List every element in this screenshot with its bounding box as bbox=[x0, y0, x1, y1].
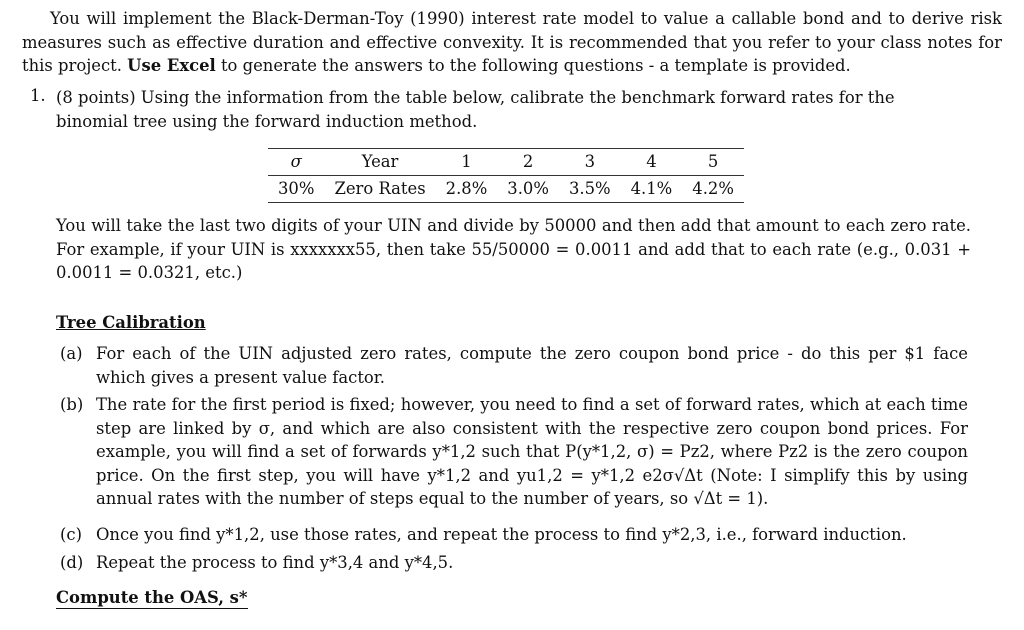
uin-instruction: You will take the last two digits of your UIN and divide by 50000 and then add that amount to each zero rate. For example, if your UIN is xxxxxxx55, then take 55/50000 = 0.0011 and add that to each rate (e.g., 0.031 + 0.0011 = 0.0321, etc.) bbox=[56, 216, 971, 282]
item-label: (a) bbox=[60, 344, 83, 363]
intro-paragraph bbox=[22, 7, 1002, 78]
item-label: (d) bbox=[60, 553, 84, 572]
table-cell: 30% bbox=[278, 179, 315, 198]
table-cell: 3 bbox=[559, 149, 621, 176]
item-c-text: Once you find y*1,2, use those rates, and repeat the process to find y*2,3, i.e., forward induction. bbox=[96, 525, 907, 544]
intro-bold: Use Excel bbox=[127, 56, 216, 75]
table-row bbox=[268, 176, 744, 203]
question-number: 1. bbox=[30, 86, 46, 105]
item-d-text: Repeat the process to find y*3,4 and y*4,5. bbox=[96, 553, 454, 572]
intro-text-1: You will implement the Black-Derman-Toy (1990) interest rate model to value a callable bond and to derive risk measures such as effective duration and effective convexity. It is recommended that you refer to your class notes for this project. bbox=[22, 9, 1002, 75]
table-cell: 3.5% bbox=[568, 179, 611, 198]
item-label: (c) bbox=[60, 525, 82, 544]
item-a-text: For each of the UIN adjusted zero rates, compute the zero coupon bond price - do this per $1 face which gives a present value factor. bbox=[96, 344, 968, 387]
table-cell: 4.1% bbox=[630, 179, 673, 198]
table-cell: Zero Rates bbox=[334, 179, 426, 198]
table-cell: Year bbox=[324, 149, 435, 176]
table-cell: 2 bbox=[497, 149, 559, 176]
item-label: (b) bbox=[60, 395, 84, 414]
table-cell: 4 bbox=[621, 149, 683, 176]
table-cell: σ bbox=[268, 149, 324, 176]
question-1-text: (8 points) Using the information from the table below, calibrate the benchmark forward rates for the binomial tree using the forward induction method. bbox=[56, 88, 895, 131]
table-cell: 5 bbox=[682, 149, 744, 176]
oas-heading: Compute the OAS, s* bbox=[56, 588, 248, 607]
table-cell: 4.2% bbox=[692, 179, 734, 198]
table-header-row bbox=[268, 149, 744, 176]
zero-rates-table bbox=[268, 148, 744, 203]
intro-text-2: to generate the answers to the following questions - a template is provided. bbox=[215, 56, 851, 75]
table-cell: 1 bbox=[436, 149, 498, 176]
tree-calibration-heading: Tree Calibration bbox=[56, 313, 206, 332]
table-cell: 2.8% bbox=[445, 179, 488, 198]
item-b-text: The rate for the first period is fixed; however, you need to find a set of forward rates, which at each time step are linked by σ, and which are also consistent with the respective zero coupon bond prices. For example, you will find a set of forwards y*1,2 such that P(y*1,2, σ) = Pz2, where Pz2 is the zero coupon price. On the first step, you will have y*1,2 and yu1,2 = y*1,2 e2σ√Δt (Note: I simplify this by using annual rates with the number of steps equal to the number of years, so √Δt = 1). bbox=[96, 395, 968, 508]
table-cell: 3.0% bbox=[507, 179, 549, 198]
